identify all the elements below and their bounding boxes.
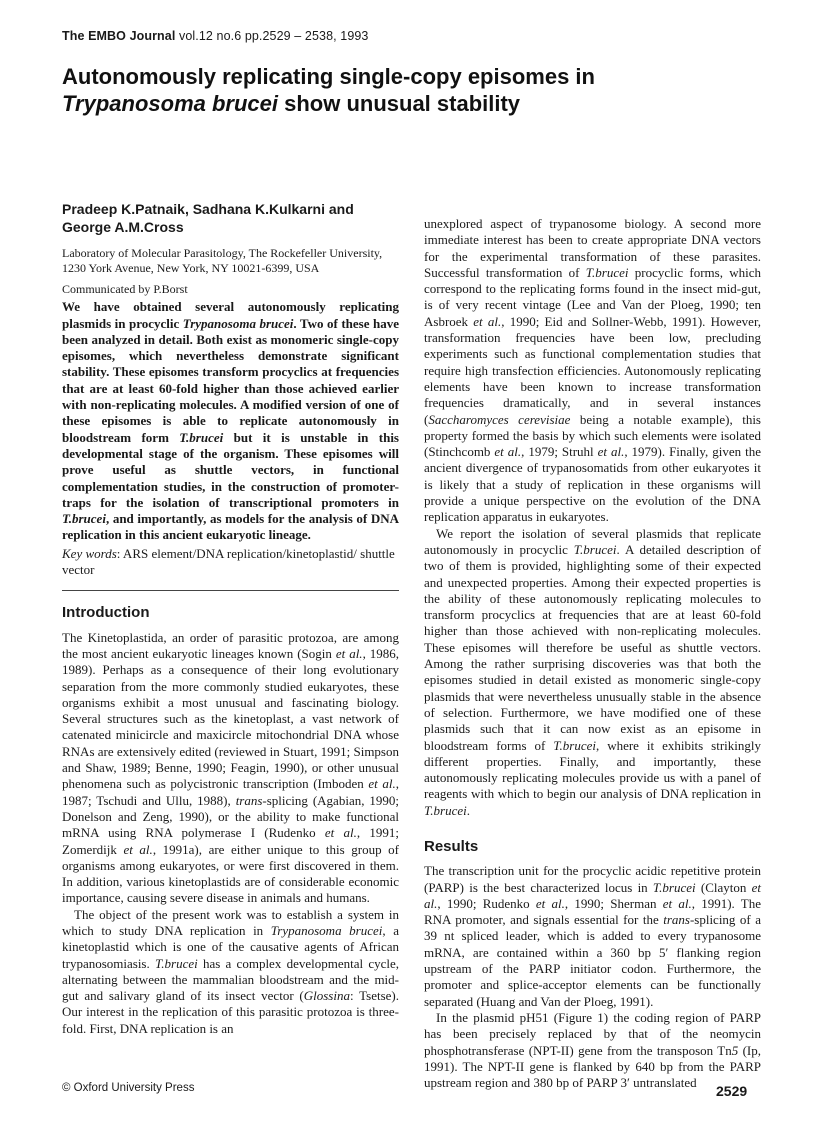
intro-paragraph-2: The object of the present work was to establish a system in which to study DNA replication in Trypanosoma brucei, a kinetoplastid which is one of the causative agents of African trypanosomiasis. T.brucei has a complex developmental cycle, alternating between the mammalian bloodstream and the mid-gut and salivary gland of its insect vector (Glossina: Tsetse). Our interest in the replication of this parasitic protozoa is three-fold. First, DNA replication is an [62,906,400,1036]
results-paragraph-1: The transcription unit for the procyclic acidic repetitive protein (PARP) is the best characterized locus in T.brucei (Clayton et al., 1990; Rudenko et al., 1990; Sherman et al., 1991). The RNA promoter, and signals essential for the trans-splicing of a 39 nt spliced leader, which is added to every trypanosome mRNA, are contained within a 360 bp 5′ flanking region upstream of the PARP initiator codon. Furthermore, the promoter and splice-acceptor elements can be functionally separated (Huang and Van der Ploeg, 1991). [424,863,762,1009]
communicated-by: Communicated by P.Borst [62,282,188,296]
copyright: © Oxford University Press [62,1082,195,1094]
article-title [62,63,682,117]
affiliation-line-2: 1230 York Avenue, New York, NY 10021-6399, USA [62,260,320,275]
title-line-2: show unusual stability [278,91,521,116]
journal-name: The EMBO Journal [62,29,176,43]
journal-header [62,29,368,43]
keywords: Key words: ARS element/DNA replication/kinetoplastid/ shuttle vector [62,545,395,578]
right-column [424,216,761,1091]
page-number: 2529 [716,1083,748,1099]
title-species: Trypanosoma brucei [62,91,278,116]
abstract: We have obtained several autonomously replicating plasmids in procyclic Trypanosoma brucei. Two of these have been analyzed in detail. Both exist as monomeric single-copy episomes, which nevertheless demonstrate significant stability. These episomes transform procyclics at frequencies that are at least 60-fold higher than those achieved earlier with non-replicating molecules. A modified version of one of these episomes is able to replicate autonomously in bloodstream form T.brucei but it is unstable in this developmental stage of the organism. These episomes will prove useful as shuttle vectors, in functional complementation studies, in the construction of promoter-traps for the isolation of transcriptional promoters in T.brucei, and importantly, as models for the analysis of DNA replication in this ancient eukaryotic lineage. [62,299,399,543]
title-line-1: Autonomously replicating single-copy episomes in [62,64,595,89]
authors [62,200,399,236]
affiliation [62,246,399,275]
intro-paragraph-2-continued: unexplored aspect of trypanosome biology. A second more immediate interest has been to create appropriate DNA vectors for the experimental transformation of these parasites. Successful transformation of T.brucei procyclic forms, which correspond to the replicating forms found in the insect mid-gut, is of very recent vintage (Lee and Van der Ploeg, 1990; ten Asbroek et al., 1990; Eid and Sollner-Webb, 1991). However, transformation frequencies have been low, precluding experiments such as functional complementation studies that require high transfection efficiencies. Autonomously replicating elements have been known to increase transformation frequencies dramatically, and in several instances (Saccharomyces cerevisiae being a notable example), this property formed the basis by which such elements were isolated (Stinchcomb et al., 1979; Struhl et al., 1979). Finally, given the ancient divergence of trypanosomatids from other eukaryotes it is likely that a study of replication in these organisms will provide a unique perspective on the evolution of the DNA replication apparatus in eukaryotes. [424,216,762,525]
journal-volume: vol.12 no.6 pp.2529 – 2538, 1993 [179,29,369,43]
results-paragraph-2: In the plasmid pH51 (Figure 1) the coding region of PARP has been precisely replaced by that of the neomycin phosphotransferase (NPT-II) gene from the transposon Tn5 (Ip, 1991). The NPT-II gene is flanked by 640 bp from the PARP upstream region and 380 bp of PARP 3′ untranslated [424,1009,761,1091]
left-column [62,200,399,1037]
intro-paragraph-1: The Kinetoplastida, an order of parasitic protozoa, are among the most ancient eukaryotic lineages known (Sogin et al., 1986, 1989). Perhaps as a consequence of their long evolutionary separation from the more commonly studied eukaryotes, these organisms exhibit a most unusual and fascinating biology. Several structures such as the kinetoplast, a vast network of catenated minicircle and maxicircle mitochondrial DNA whose RNAs are extensively edited (reviewed in Stuart, 1991; Simpson and Shaw, 1989; Benne, 1990; Feagin, 1990), or other unusual phenomena such as polycistronic transcription (Imboden et al., 1987; Tschudi and Ullu, 1988), trans-splicing (Agabian, 1990; Donelson and Zeng, 1990), or the ability to make functional mRNA using RNA polymerase I (Rudenko et al., 1991; Zomerdijk et al., 1991a), are either unique to this group of organisms among eukaryotes, or were first discovered in them. In addition, various kinetoplastids are of considerable economic importance, causing severe disease in animals and humans. [62,629,400,906]
authors-line-1: Pradeep K.Patnaik, Sadhana K.Kulkarni and [62,201,354,217]
section-divider [62,590,399,591]
authors-line-2: George A.M.Cross [62,219,184,235]
affiliation-line-1: Laboratory of Molecular Parasitology, The Rockefeller University, [62,246,383,260]
intro-paragraph-3: We report the isolation of several plasmids that replicate autonomously in procyclic T.brucei. A detailed description of two of them is provided, highlighting some of their expected and unexpected properties. Among their expected properties is the ability of these autonomously replicating molecules to transform procyclics at frequencies that are at least 60-fold higher than those achieved with non-replicating molecules. These episomes will therefore be useful as shuttle vectors. Among the rather surprising discoveries was that both the episomes studied in detail existed as monomeric single-copy plasmids that were nevertheless unusually stable in the absence of selection. Furthermore, we have modified one of these plasmids such that it can now exist as an episome in bloodstream forms of T.brucei, where it exhibits strikingly different properties. Finally, and importantly, these autonomously replicating molecules provide us with a panel of reagents with which to begin our analysis of DNA replication in T.brucei. [424,525,762,818]
results-heading: Results [424,837,479,855]
introduction-heading: Introduction [62,604,150,622]
